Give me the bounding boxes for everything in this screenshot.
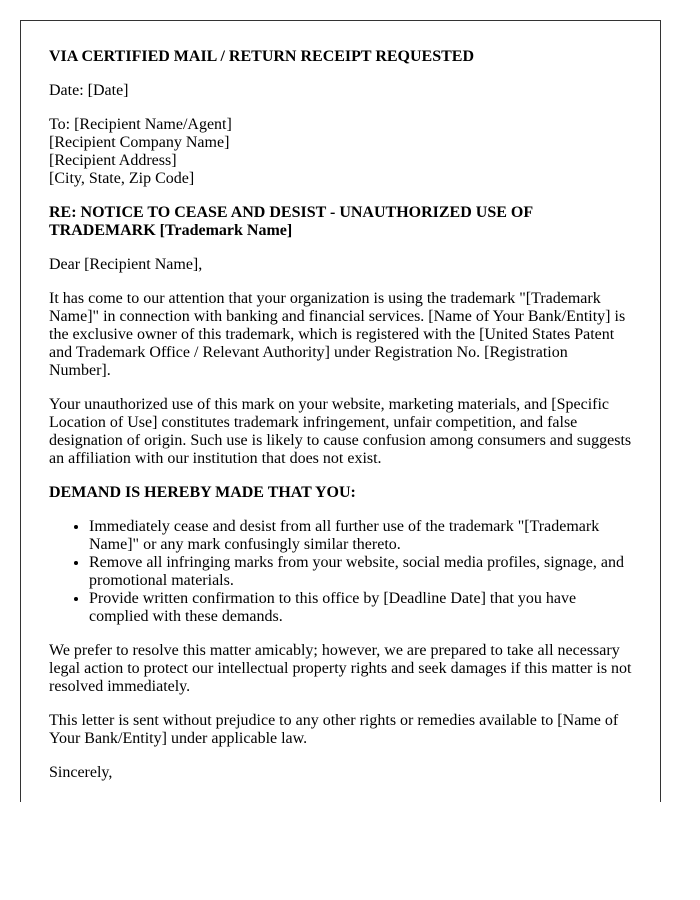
body-paragraph: It has come to our attention that your organization is using the trademark "[Trademark Name]" in connection with banking and financial services. [Name of Your Bank/Entity] is the exclusive owner of this trademark, which is registered with the [United States Patent and Trademark Office / Relevant Authority] under Registration No. [Registration Number]. <box>49 290 626 379</box>
recipient-line: [City, State, Zip Code] <box>49 170 195 187</box>
subject-line: RE: NOTICE TO CEASE AND DESIST - UNAUTHORIZED USE OF TRADEMARK [Trademark Name] <box>49 204 533 239</box>
body-paragraph: Your unauthorized use of this mark on your website, marketing materials, and [Specific Location of Use] constitutes trademark infringement, unfair competition, and false designation of origin. Such use is likely to cause confusion among consumers and suggests an affiliation with our institution that does not exist. <box>49 396 632 467</box>
mailing-header: VIA CERTIFIED MAIL / RETURN RECEIPT REQUESTED <box>49 48 475 65</box>
recipient-line: [Recipient Company Name] <box>49 134 230 151</box>
closing-paragraph: This letter is sent without prejudice to any other rights or remedies available to [Name of Your Bank/Entity] under applicable law. <box>49 712 619 747</box>
date-line: Date: [Date] <box>49 82 129 99</box>
recipient-line: To: [Recipient Name/Agent] <box>49 116 232 133</box>
demand-heading: DEMAND IS HEREBY MADE THAT YOU: <box>49 484 356 501</box>
demand-item: • Immediately cease and desist from all further use of the trademark "[Trademark Name]" or any mark confusingly similar thereto. <box>89 518 632 554</box>
demand-item: • Provide written confirmation to this office by [Deadline Date] that you have complied with these demands. <box>89 590 632 626</box>
recipient-block <box>49 116 632 188</box>
letter-page <box>20 20 661 802</box>
demand-list <box>49 518 632 626</box>
recipient-line: [Recipient Address] <box>49 152 177 169</box>
salutation: Dear [Recipient Name], <box>49 256 203 273</box>
closing-paragraph: We prefer to resolve this matter amicably; however, we are prepared to take all necessary legal action to protect our intellectual property rights and seek damages if this matter is not resolved immediately. <box>49 642 632 695</box>
signoff: Sincerely, <box>49 764 113 781</box>
demand-item: • Remove all infringing marks from your website, social media profiles, signage, and promotional materials. <box>89 554 632 590</box>
